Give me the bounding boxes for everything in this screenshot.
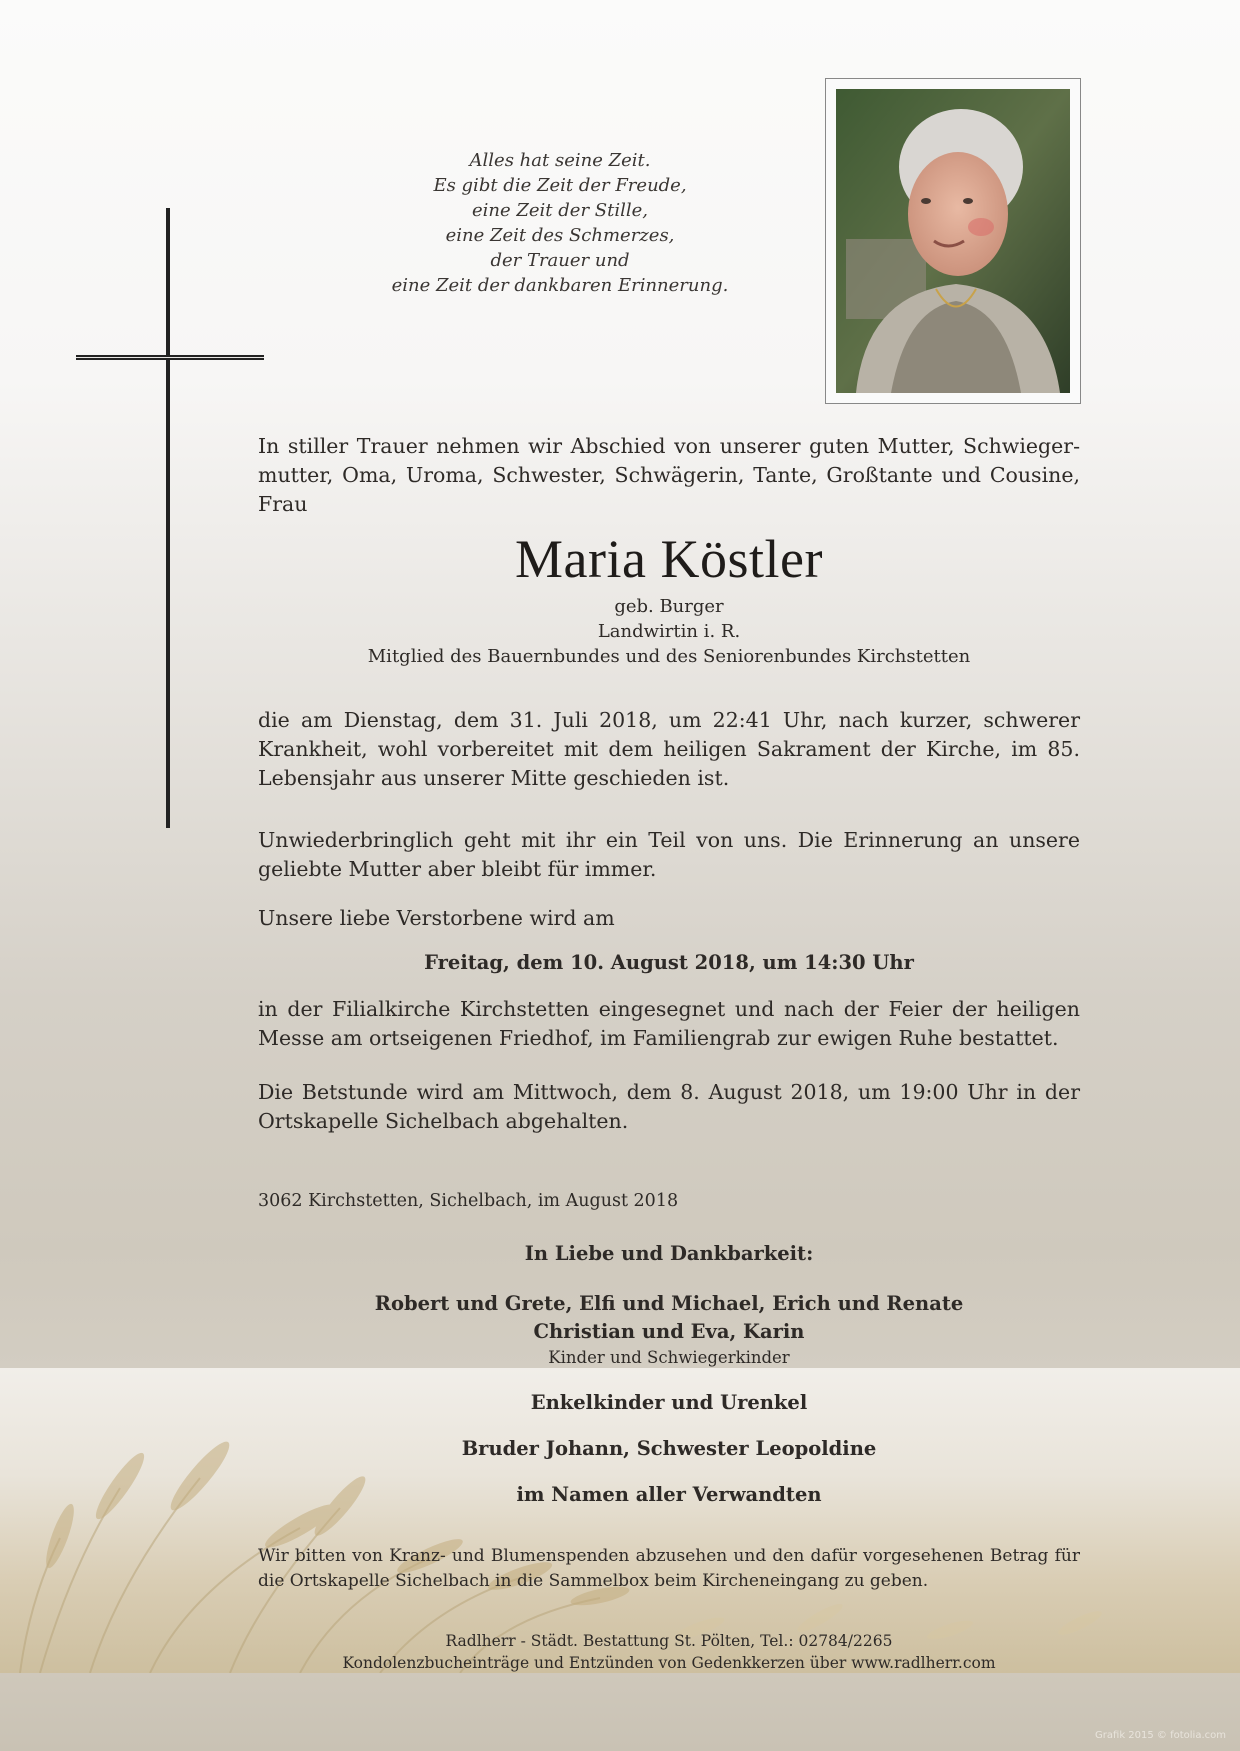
funeral-text: in der Filialkirche Kirchstetten eingesegnet und nach der Feier der heiligen Messe am ortseigenen Friedhof, im Familiengrab zur ewigen Ruhe bestattet. xyxy=(258,997,1080,1050)
poem xyxy=(340,148,780,298)
cross-icon xyxy=(166,208,170,828)
funeral-intro: Unsere liebe Verstorbene wird am xyxy=(258,906,615,930)
poem-line: eine Zeit des Schmerzes, xyxy=(445,225,675,246)
poem-line: eine Zeit der dankbaren Erinnerung. xyxy=(391,275,729,296)
poem-line: der Trauer und xyxy=(490,250,630,271)
death-text: die am Dienstag, dem 31. Juli 2018, um 22:41 Uhr, nach kurzer, schwerer Krankheit, wohl vorbereitet mit dem heiligen Sakrament der Kirche, im 85. Lebensjahr aus unserer Mitte geschieden ist. xyxy=(258,708,1080,790)
mourners-line: Christian und Eva, Karin xyxy=(533,1320,805,1343)
donation-note: Wir bitten von Kranz- und Blumenspenden abzusehen und den dafür vorgesehenen Betrag für die Ortskapelle Sichelbach in die Sammelbox beim Kircheneingang zu geben. xyxy=(258,1546,1080,1591)
deceased-name: Maria Köstler xyxy=(515,529,823,589)
mourners-children xyxy=(258,1290,1080,1370)
funeral-date: Freitag, dem 10. August 2018, um 14:30 Uhr xyxy=(424,951,914,974)
image-credit: Grafik 2015 © fotolia.com xyxy=(1095,1730,1226,1741)
poem-line: eine Zeit der Stille, xyxy=(472,200,648,221)
memory-text: Unwiederbringlich geht mit ihr ein Teil von uns. Die Erinnerung an unsere geliebte Mutter aber bleibt für immer. xyxy=(258,828,1080,881)
footer-line: Kondolenzbucheinträge und Entzünden von Gedenkkerzen über www.radlherr.com xyxy=(342,1654,996,1672)
mourners-grandchildren: Enkelkinder und Urenkel xyxy=(530,1391,808,1414)
intro-text: In stiller Trauer nehmen wir Abschied von unserer guten Mutter, Schwieger-mutter, Oma, Uroma, Schwester, Schwägerin, Tante, Großtante und Cousine, Frau xyxy=(258,434,1080,516)
mourners-siblings: Bruder Johann, Schwester Leopoldine xyxy=(461,1437,877,1460)
poem-line: Es gibt die Zeit der Freude, xyxy=(433,175,687,196)
footer-line: Radlherr - Städt. Bestattung St. Pölten, Tel.: 02784/2265 xyxy=(445,1632,893,1650)
portrait-photo xyxy=(825,78,1081,404)
mourners-note: Kinder und Schwiegerkinder xyxy=(548,1348,790,1367)
deceased-block xyxy=(258,528,1080,669)
portrait-photo-image xyxy=(836,89,1070,393)
mourners-heading: In Liebe und Dankbarkeit: xyxy=(524,1242,814,1265)
mourners-relatives: im Namen aller Verwandten xyxy=(516,1483,822,1506)
place-date: 3062 Kirchstetten, Sichelbach, im August 2018 xyxy=(258,1191,679,1211)
bottom-strip xyxy=(0,1673,1240,1751)
cross-icon-beam xyxy=(76,355,264,360)
occupation: Landwirtin i. R. xyxy=(597,621,741,642)
mourners-line: Robert und Grete, Elfi und Michael, Erich und Renate xyxy=(374,1292,964,1315)
membership: Mitglied des Bauernbundes und des Seniorenbundes Kirchstetten xyxy=(367,646,971,667)
poem-line: Alles hat seine Zeit. xyxy=(469,150,651,171)
prayer-text: Die Betstunde wird am Mittwoch, dem 8. August 2018, um 19:00 Uhr in der Ortskapelle Sichelbach abgehalten. xyxy=(258,1080,1080,1133)
birth-name: geb. Burger xyxy=(614,596,724,617)
funeral-home-footer xyxy=(258,1630,1080,1674)
